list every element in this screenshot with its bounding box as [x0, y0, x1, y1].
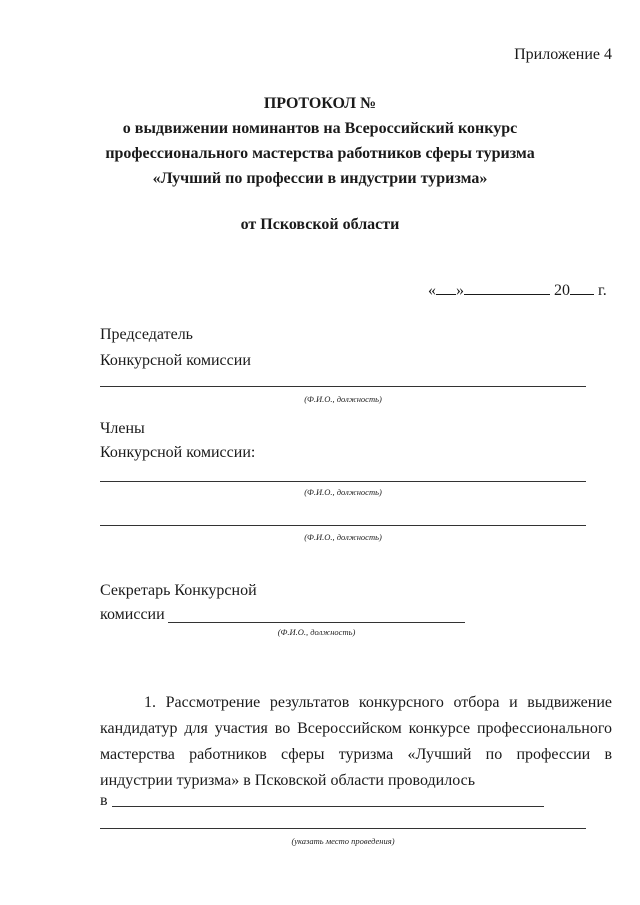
date-close-quote: » [456, 282, 464, 299]
date-year-blank[interactable] [570, 280, 594, 295]
date-month-blank[interactable] [464, 280, 550, 295]
member-2-caption: (Ф.И.О., должность) [304, 532, 382, 542]
members-label-line-1: Члены [100, 420, 145, 437]
chairman-caption: (Ф.И.О., должность) [304, 394, 382, 404]
member-1-signature-line[interactable] [100, 481, 586, 482]
venue-line-2[interactable] [100, 828, 586, 829]
secretary-label-line-2: комиссии [100, 606, 165, 623]
chairman-label-line-2: Конкурсной комиссии [100, 352, 251, 369]
date-day-blank[interactable] [436, 280, 456, 295]
date-line [428, 280, 607, 300]
venue-caption: (указать место проведения) [291, 836, 395, 846]
member-1-caption: (Ф.И.О., должность) [304, 487, 382, 497]
protocol-title: ПРОТОКОЛ № [263, 95, 377, 112]
venue-line-1[interactable] [112, 806, 544, 807]
date-open-quote: « [428, 282, 436, 299]
secretary-caption: (Ф.И.О., должность) [277, 627, 356, 637]
appendix-label: Приложение 4 [514, 46, 612, 63]
members-label-line-2: Конкурсной комиссии: [100, 444, 256, 461]
secretary-signature-line[interactable] [168, 622, 465, 623]
secretary-label-line-1: Секретарь Конкурсной [100, 582, 257, 599]
protocol-subtitle-line-2: профессионального мастерства работников сферы туризма [105, 145, 535, 162]
protocol-subtitle-line-3: «Лучший по профессии в индустрии туризма» [152, 170, 488, 187]
chairman-label-line-1: Председатель [100, 326, 193, 343]
date-year-prefix: 20 [554, 282, 570, 299]
date-year-suffix: г. [598, 282, 607, 299]
chairman-signature-line[interactable] [100, 386, 586, 387]
member-2-signature-line[interactable] [100, 525, 586, 526]
paragraph-1: 1. Рассмотрение результатов конкурсного отбора и выдвижение кандидатур для участия во Всероссийском конкурсе профессионального мастерства работников сферы туризма «Лучший по профессии в индустрии туризма» в Псковской области проводилось [100, 694, 612, 789]
paragraph-1-last-line-prefix: в [100, 792, 108, 809]
protocol-region: от Псковской области [240, 216, 400, 233]
protocol-subtitle-line-1: о выдвижении номинантов на Всероссийский конкурс [122, 120, 518, 137]
